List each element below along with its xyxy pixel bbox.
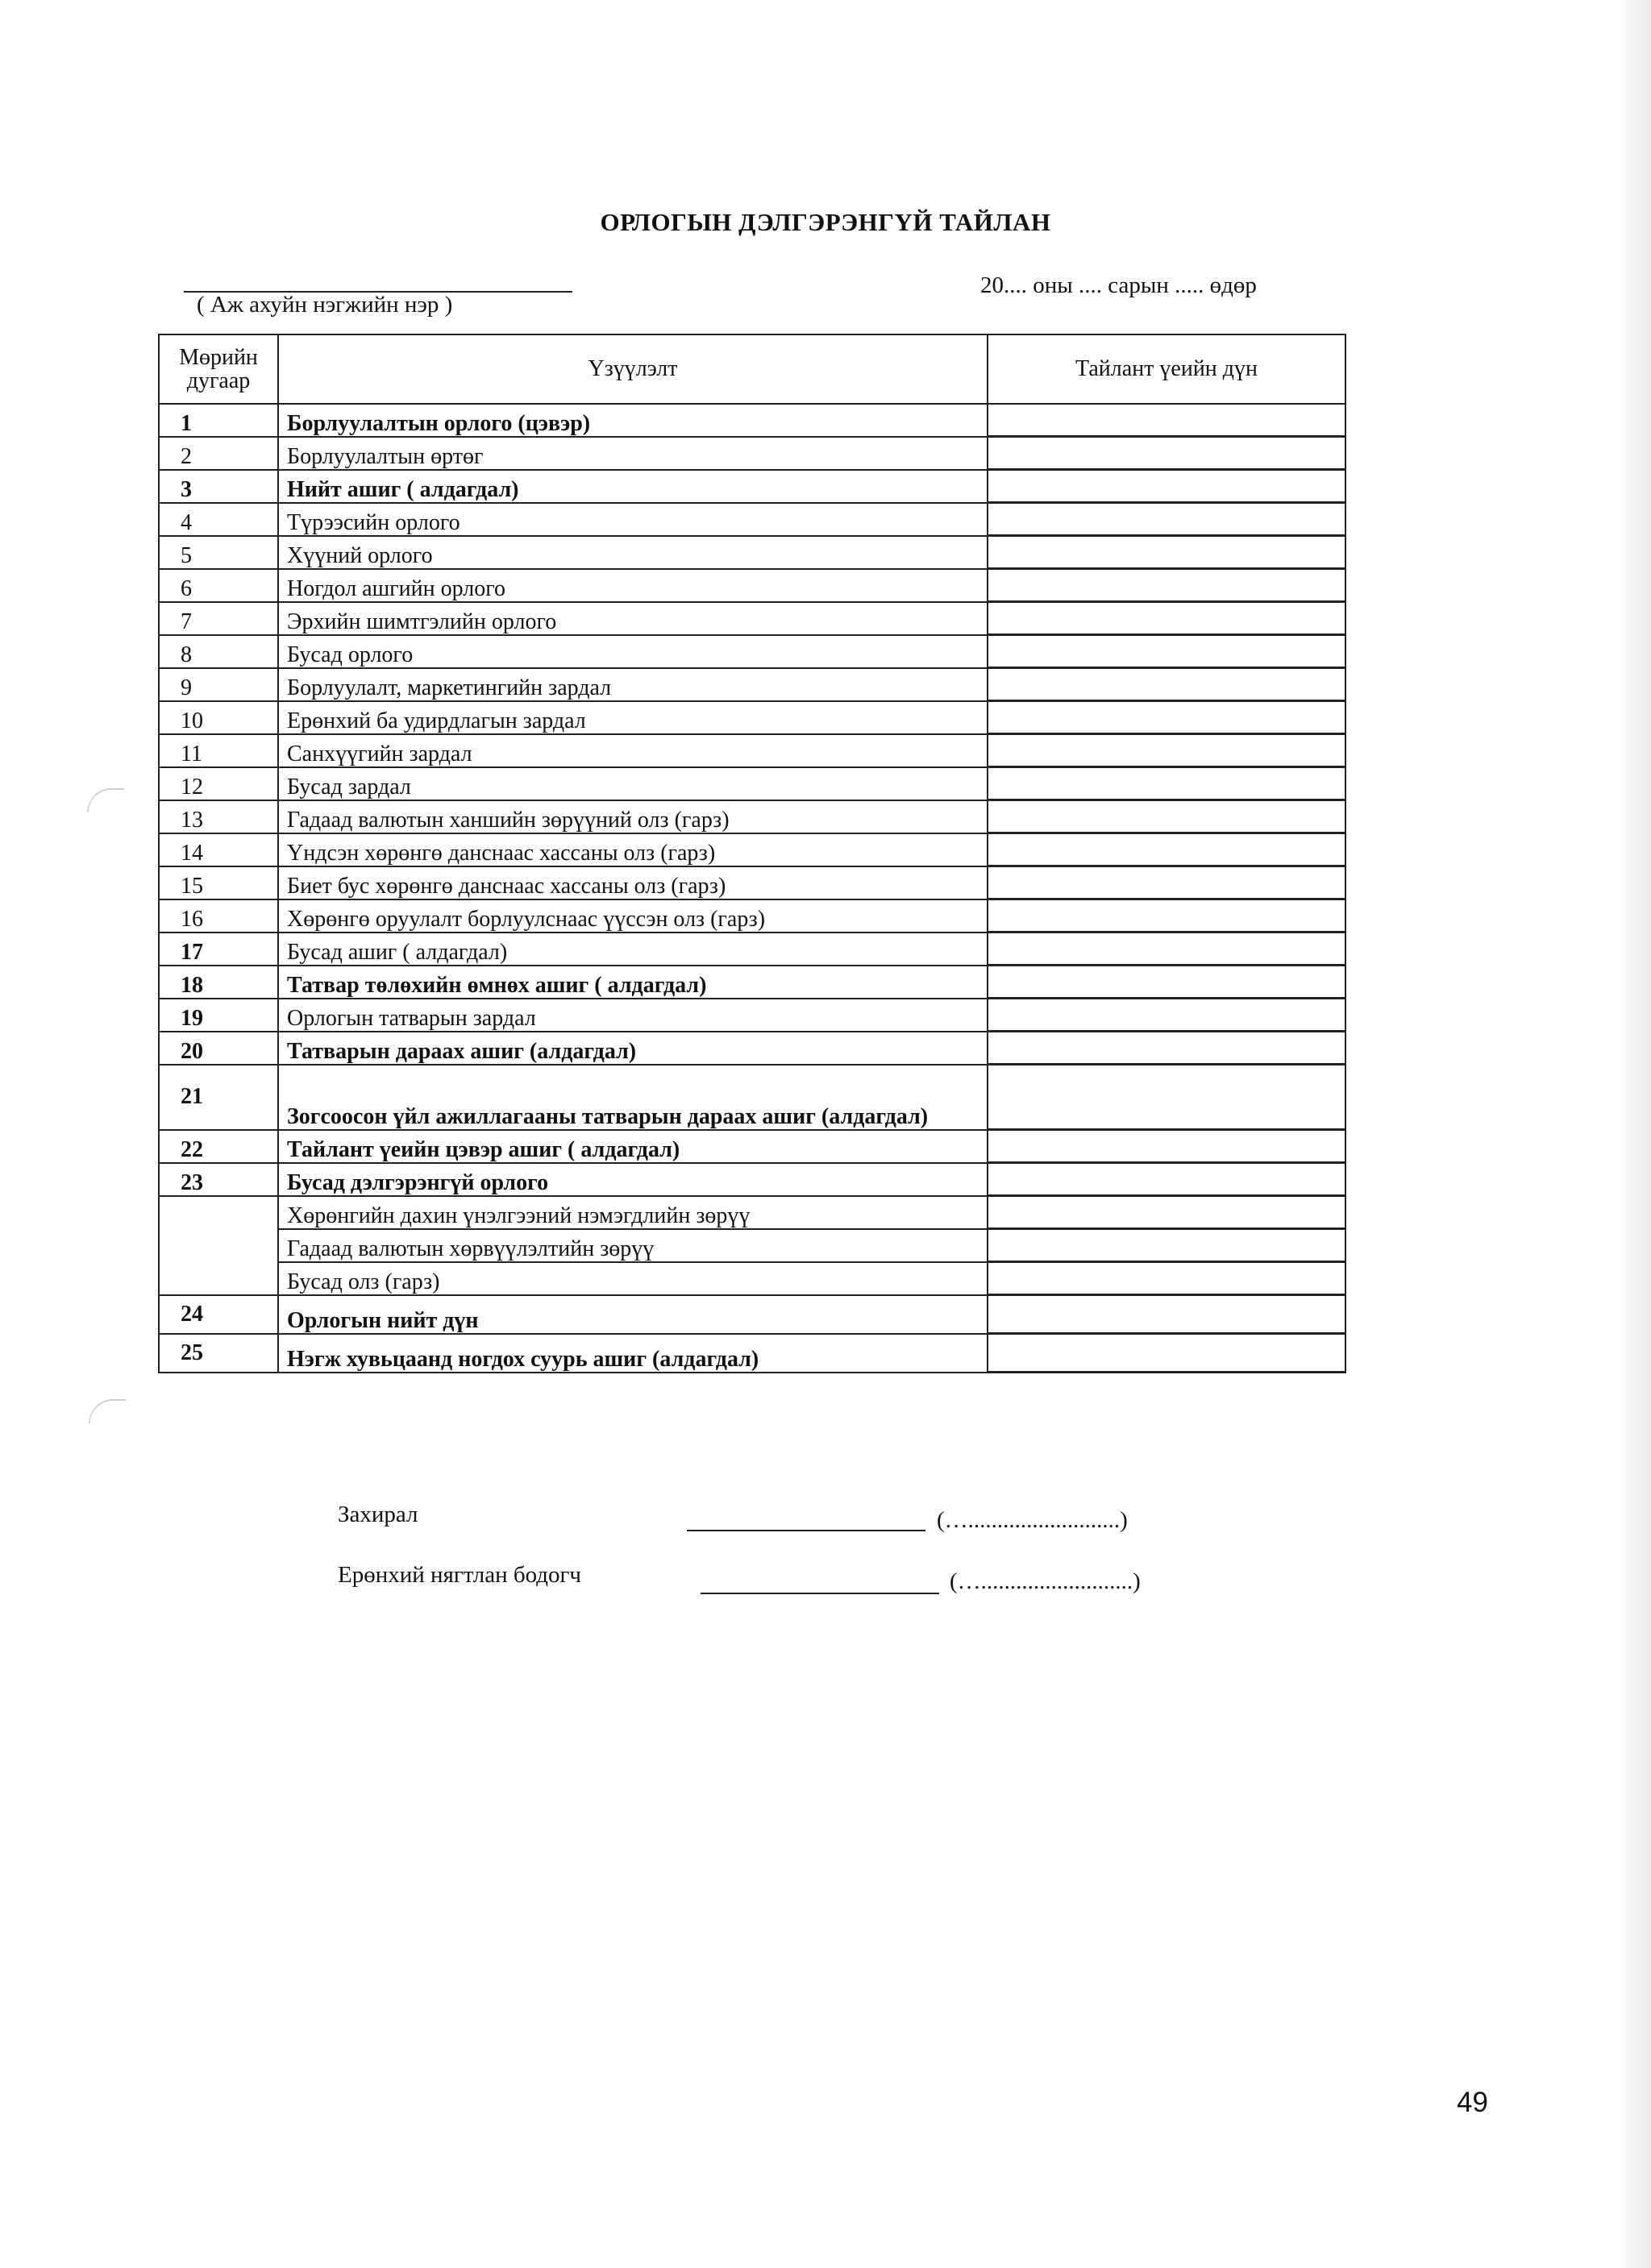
- row-number: 19: [159, 999, 278, 1032]
- row-indicator-label: Бусад дэлгэрэнгүй орлого: [278, 1163, 988, 1196]
- entity-name-caption: ( Аж ахуйн нэгжийн нэр ): [197, 292, 453, 318]
- table-row: [159, 503, 1345, 536]
- table-row: [159, 1163, 1345, 1196]
- director-signature-line: [687, 1530, 925, 1531]
- table-row: [159, 569, 1345, 602]
- row-number: 3: [159, 470, 278, 503]
- row-number: 6: [159, 569, 278, 602]
- row-amount-cell[interactable]: [988, 1196, 1345, 1229]
- table-row: [159, 1262, 1345, 1295]
- row-indicator-label: Бусад олз (гарз): [278, 1262, 988, 1295]
- director-name-placeholder: (…..........................): [937, 1507, 1128, 1533]
- table-row: [159, 701, 1345, 734]
- row-amount-cell[interactable]: [988, 437, 1345, 470]
- row-indicator-label: Нэгж хувьцаанд ногдох суурь ашиг (алдагдал): [278, 1334, 988, 1373]
- row-indicator-label: Тайлант үеийн цэвэр ашиг ( алдагдал): [278, 1130, 988, 1163]
- row-number: [159, 1196, 278, 1295]
- row-indicator-label: Орлогын нийт дүн: [278, 1295, 988, 1334]
- row-number: 4: [159, 503, 278, 536]
- row-amount-cell[interactable]: [988, 404, 1345, 437]
- row-number: 17: [159, 933, 278, 966]
- row-amount-cell[interactable]: [988, 866, 1345, 899]
- row-indicator-label: Гадаад валютын хөрвүүлэлтийн зөрүү: [278, 1229, 988, 1262]
- row-amount-cell[interactable]: [988, 1130, 1345, 1163]
- income-statement-table: [158, 334, 1346, 1373]
- row-indicator-label: Ногдол ашгийн орлого: [278, 569, 988, 602]
- row-number: 1: [159, 404, 278, 437]
- row-number: 9: [159, 668, 278, 701]
- table-row: [159, 635, 1345, 668]
- row-amount-cell[interactable]: [988, 999, 1345, 1032]
- row-number: 5: [159, 536, 278, 569]
- row-number: 14: [159, 833, 278, 866]
- row-amount-cell[interactable]: [988, 1229, 1345, 1262]
- row-amount-cell[interactable]: [988, 470, 1345, 503]
- table-row: [159, 437, 1345, 470]
- row-indicator-label: Хүүний орлого: [278, 536, 988, 569]
- table-row: [159, 966, 1345, 999]
- scan-artifact-mark: [87, 788, 124, 812]
- row-indicator-label: Ерөнхий ба удирдлагын зардал: [278, 701, 988, 734]
- row-number: 20: [159, 1032, 278, 1065]
- table-row: [159, 800, 1345, 833]
- row-number: 25: [159, 1334, 278, 1373]
- table-row: [159, 1295, 1345, 1334]
- row-number: 12: [159, 767, 278, 800]
- row-number: 21: [159, 1065, 278, 1130]
- row-indicator-label: Татвар төлөхийн өмнөх ашиг ( алдагдал): [278, 966, 988, 999]
- row-indicator-label: Хөрөнгө оруулалт борлуулснаас үүссэн олз (гарз): [278, 899, 988, 933]
- report-date-line: 20.... оны .... сарын ..... өдөр: [980, 272, 1257, 298]
- row-number: 11: [159, 734, 278, 767]
- row-number: 7: [159, 602, 278, 635]
- row-amount-cell[interactable]: [988, 800, 1345, 833]
- header-indicator: Үзүүлэлт: [278, 334, 988, 404]
- header-amount: Тайлант үеийн дүн: [988, 334, 1345, 404]
- table-row: [159, 833, 1345, 866]
- row-number: 16: [159, 899, 278, 933]
- row-amount-cell[interactable]: [988, 734, 1345, 767]
- row-number: 24: [159, 1295, 278, 1334]
- table-row: [159, 899, 1345, 933]
- row-indicator-label: Үндсэн хөрөнгө данснаас хассаны олз (гарз): [278, 833, 988, 866]
- row-amount-cell[interactable]: [988, 966, 1345, 999]
- row-number: 22: [159, 1130, 278, 1163]
- row-amount-cell[interactable]: [988, 1065, 1345, 1130]
- row-indicator-label: Бусад зардал: [278, 767, 988, 800]
- table-row: [159, 1032, 1345, 1065]
- table-row: [159, 866, 1345, 899]
- page-number: 49: [1457, 2087, 1488, 2118]
- accountant-name-placeholder: (…..........................): [950, 1568, 1141, 1594]
- row-indicator-label: Орлогын татварын зардал: [278, 999, 988, 1032]
- row-amount-cell[interactable]: [988, 767, 1345, 800]
- row-indicator-label: Бусад ашиг ( алдагдал): [278, 933, 988, 966]
- scan-edge-shadow: [1617, 0, 1651, 2268]
- table-row: [159, 602, 1345, 635]
- row-indicator-label: Борлуулалт, маркетингийн зардал: [278, 668, 988, 701]
- row-amount-cell[interactable]: [988, 933, 1345, 966]
- chief-accountant-label: Ерөнхий нягтлан бодогч: [338, 1562, 581, 1588]
- row-amount-cell[interactable]: [988, 602, 1345, 635]
- director-label: Захирал: [338, 1502, 418, 1527]
- row-amount-cell[interactable]: [988, 536, 1345, 569]
- table-row: [159, 1130, 1345, 1163]
- table-row: [159, 933, 1345, 966]
- table-body: [159, 404, 1345, 1373]
- row-number: 8: [159, 635, 278, 668]
- row-amount-cell[interactable]: [988, 1032, 1345, 1065]
- row-indicator-label: Зогсоосон үйл ажиллагааны татварын дараах ашиг (алдагдал): [278, 1065, 988, 1130]
- row-amount-cell[interactable]: [988, 701, 1345, 734]
- row-indicator-label: Түрээсийн орлого: [278, 503, 988, 536]
- row-indicator-label: Борлуулалтын өртөг: [278, 437, 988, 470]
- row-number: 2: [159, 437, 278, 470]
- row-number: 13: [159, 800, 278, 833]
- table-row: [159, 767, 1345, 800]
- scan-artifact-mark: [89, 1399, 126, 1423]
- report-title: ОРЛОГЫН ДЭЛГЭРЭНГҮЙ ТАЙЛАН: [600, 208, 1051, 236]
- row-amount-cell[interactable]: [988, 1334, 1345, 1373]
- accountant-signature-line: [701, 1593, 939, 1594]
- row-indicator-label: Биет бус хөрөнгө данснаас хассаны олз (гарз): [278, 866, 988, 899]
- row-amount-cell[interactable]: [988, 1295, 1345, 1334]
- row-indicator-label: Санхүүгийн зардал: [278, 734, 988, 767]
- table-row: [159, 1334, 1345, 1373]
- row-number: 10: [159, 701, 278, 734]
- table-row: [159, 1229, 1345, 1262]
- table-row: [159, 1065, 1345, 1130]
- table-row: [159, 1196, 1345, 1229]
- row-amount-cell[interactable]: [988, 1163, 1345, 1196]
- table-row: [159, 404, 1345, 437]
- row-indicator-label: Эрхийн шимтгэлийн орлого: [278, 602, 988, 635]
- row-indicator-label: Хөрөнгийн дахин үнэлгээний нэмэгдлийн зөрүү: [278, 1196, 988, 1229]
- table-row: [159, 536, 1345, 569]
- row-indicator-label: Татварын дараах ашиг (алдагдал): [278, 1032, 988, 1065]
- header-row-number: Мөрийн дугаар: [159, 334, 278, 404]
- table-row: [159, 668, 1345, 701]
- row-indicator-label: Борлуулалтын орлого (цэвэр): [278, 404, 988, 437]
- row-number: 15: [159, 866, 278, 899]
- row-amount-cell[interactable]: [988, 668, 1345, 701]
- row-indicator-label: Гадаад валютын ханшийн зөрүүний олз (гарз): [278, 800, 988, 833]
- row-amount-cell[interactable]: [988, 503, 1345, 536]
- row-indicator-label: Нийт ашиг ( алдагдал): [278, 470, 988, 503]
- row-number: 18: [159, 966, 278, 999]
- table-row: [159, 999, 1345, 1032]
- table-header-row: [159, 334, 1345, 404]
- row-amount-cell[interactable]: [988, 833, 1345, 866]
- row-indicator-label: Бусад орлого: [278, 635, 988, 668]
- row-amount-cell[interactable]: [988, 635, 1345, 668]
- row-number: 23: [159, 1163, 278, 1196]
- row-amount-cell[interactable]: [988, 1262, 1345, 1295]
- row-amount-cell[interactable]: [988, 569, 1345, 602]
- table-row: [159, 470, 1345, 503]
- row-amount-cell[interactable]: [988, 899, 1345, 933]
- table-row: [159, 734, 1345, 767]
